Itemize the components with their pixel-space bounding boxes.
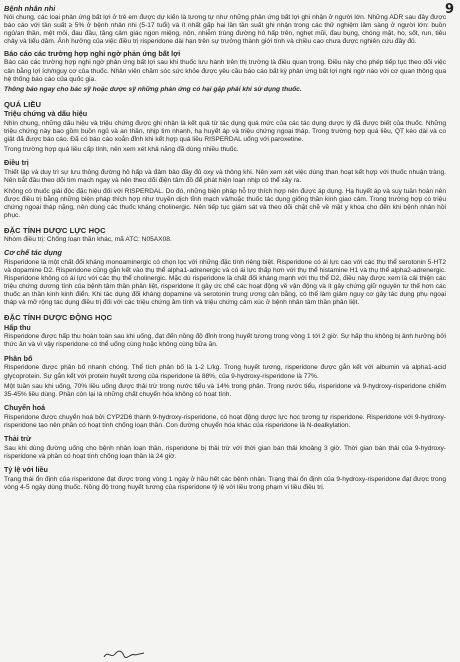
absorption-heading: Hấp thu xyxy=(4,322,31,332)
mechanism-paragraph: Risperidone là một chất đối kháng monoaminergic có chọn lọc với những đặc tính riêng biệt. Risperidone có ái lực cao với các thụ thể serotonin 5-HT2 và dopamine D2. Risperidone cũng gắn kết vào thụ thể alpha1-adrenergic và có ái lực thấp hơn với thụ thể histamine H1 và thụ thể alpha2-adrenergic. Risperidone không có ái lực với các thụ thể cholinergic. Mặc dù risperidone là chất đối kháng mạnh với thụ thể D2, điều này được xem là cải thiện các triệu chứng dương tính của bệnh tâm thần phân liệt, risperidone ít gây ức chế các hoạt động về vận động và ít gây chứng giữ nguyên tư thế hơn các thuốc an thần kinh kinh điển. Khi tác dụng đối kháng dopamine và serotonin trung ương cân bằng, có thể làm giảm nguy cơ gây tác dụng phụ ngoại tháp và mở rộng tác dụng điều trị đối với các triệu chứng âm tính và triệu chứng cảm xúc ở bệnh nhân tâm thần phân liệt. xyxy=(4,258,446,307)
symptoms-heading: Triệu chứng và dấu hiệu xyxy=(4,109,88,119)
distribution-heading: Phân bố xyxy=(4,353,33,363)
distribution-paragraph-2: Một tuần sau khi uống, 70% liều uống được thải trừ trong nước tiểu và 14% trong phân. Trong nước tiểu, risperidone và 9-hydroxy-risperidone chiếm 35-45% liều dùng. Phần còn lại là những chất chuyển hóa không có hoạt tính. xyxy=(4,382,446,398)
document-page xyxy=(4,4,446,494)
metabolism-paragraph: Risperidone được chuyển hoá bởi CYP2D6 thành 9-hydroxy-risperidone, có hoạt động dược lực học tương tự risperidone. Risperidone với 9-hydroxy-risperidone tạo nên phần có hoạt tính chống loạn thần. Con đường chuyển hóa khác của risperidone là N-dealkylation. xyxy=(4,413,446,429)
absorption-paragraph: Risperidone được hấp thu hoàn toàn sau khi uống, đạt đến nồng độ đỉnh trong huyết tương trong vòng 1 tới 2 giờ. Sự hấp thu không bị ảnh hưởng bởi thức ăn và vì vậy risperidone có thể uống cùng hoặc không cùng bữa ăn. xyxy=(4,333,446,349)
page-number: 9 xyxy=(444,2,454,17)
adverse-report-heading: Báo cáo các trường hợp nghi ngờ phản ứng bất lợi xyxy=(4,48,181,58)
pediatric-heading: Bệnh nhân nhi xyxy=(4,4,56,13)
symptoms-paragraph-1: Nhìn chung, những dấu hiệu và triệu chứng được ghi nhận là kết quả từ tác dụng quá mức của các tác dụng dược lý đã được biết của thuốc. Những triệu chứng này bao gồm buồn ngủ và an thần, nhịp tim nhanh, hạ huyết áp và triệu chứng ngoại tháp. Trong trường hợp quá liều, QT kéo dài và co giật đã được báo cáo. Đã có báo cáo xoắn đỉnh khi kết hợp quá liều RISPERDAL uống với paroxetine. xyxy=(4,120,446,144)
linearity-paragraph: Trạng thái ổn định của risperidone đạt được trong vòng 1 ngày ở hầu hết các bệnh nhân. Trạng thái ổn định của 9-hydroxy-risperidone đạt được trong vòng 4-5 ngày dùng thuốc. Nồng độ trong huyết tương của risperidone tỷ lệ với liều trong phạm vi liều điều trị. xyxy=(4,475,446,492)
pharmacokinetics-heading: ĐẶC TÍNH DƯỢC ĐỘNG HỌC xyxy=(4,313,113,323)
linearity-heading: Tỷ lệ với liều xyxy=(4,465,48,475)
pediatric-paragraph: Nói chung, các loại phản ứng bất lợi ở trẻ em được dự kiến là tương tự như những phản ứng bất lợi ghi nhận ở người lớn. Những ADR sau đây được báo cáo với tần suất ≥ 5% ở bệnh nhân nhi (5-17 tuổi) và ít nhất gấp hai lần tần suất ghi nhận trong các thử nghiệm lâm sàng ở người lớn: buồn ngủ/an thần, mệt mỏi, đau đầu, tăng cảm giác ngon miệng, nôn, nhiễm trùng đường hô hấp trên, nghẹt mũi, đau bụng, chóng mặt, ho, sốt, run, tiêu chảy và tiểu dầm. Ảnh hưởng của việc điều trị risperidone dài hạn trên sự trưởng thành giới tính và chiều cao chưa được nghiên cứu đầy đủ. xyxy=(4,14,446,46)
adverse-report-paragraph: Báo cáo các trường hợp nghi ngờ phản ứng bất lợi sau khi thuốc lưu hành trên thị trường là điều quan trọng. Điều này cho phép tiếp tục theo dõi việc cân bằng lợi ích/nguy cơ của thuốc. Nhân viên chăm sóc sức khỏe được yêu cầu báo cáo bất kỳ phản ứng bất lợi nghi ngờ nào với cơ quan thông qua hệ thống báo cáo của quốc gia. xyxy=(4,59,446,83)
treatment-heading: Điều trị xyxy=(4,158,29,168)
pharmacotherapeutic-group: Nhóm điều trị: Chống loạn thần khác, mã ATC: N05AX08. xyxy=(4,236,172,244)
mechanism-heading: Cơ chế tác dụng xyxy=(4,248,62,258)
treatment-paragraph-1: Thiết lập và duy trì sự lưu thông đường hô hấp và đảm bảo đầy đủ oxy và thông khí. Nên xem xét việc dùng than hoạt kết hợp với thuốc nhuận tràng. Nên bắt đầu theo dõi tim mạch ngay và nên theo dõi điện tâm đồ để phát hiện loạn nhịp có thể xảy ra. xyxy=(4,169,446,185)
metabolism-heading: Chuyển hoá xyxy=(4,402,46,412)
symptoms-paragraph-2: Trong trường hợp quá liều cấp tính, nên xem xét khả năng đã dùng nhiều thuốc. xyxy=(4,146,239,154)
handwritten-signature xyxy=(102,648,146,660)
elimination-paragraph: Sau khi dùng đường uống cho bệnh nhân loạn thần, risperidone bị thải trừ với thời gian bán thải khoảng 3 giờ. Thời gian bán thải của 9-hydroxy-risperidone và phần có hoạt tính chống loạn thần là 24 giờ. xyxy=(4,444,446,460)
elimination-heading: Thải trừ xyxy=(4,433,32,443)
treatment-paragraph-2: Không có thuốc giải độc đặc hiệu đối với RISPERDAL. Do đó, những biện pháp hỗ trợ thích hợp nên được áp dụng. Hạ huyết áp và suy tuần hoàn nên được điều trị bằng những biện pháp thích hợp như truyền dịch tĩnh mạch và/hoặc thuốc tác dụng giống thần kinh giao cảm. Trong trường hợp có triệu chứng ngoại tháp nặng, nên dùng các thuốc kháng cholinergic. Nên tiếp tục giám sát và theo dõi chặt chẽ về mặt y khoa cho đến khi bệnh nhân hồi phục. xyxy=(4,187,446,219)
pharmacodynamics-heading: ĐẶC TÍNH DƯỢC LỰC HỌC xyxy=(4,225,106,235)
overdose-heading: QUÁ LIỀU xyxy=(4,99,42,109)
adverse-report-note: Thông báo ngay cho bác sỹ hoặc dược sỹ những phản ứng có hại gặp phải khi sử dụng thuốc. xyxy=(4,85,302,93)
distribution-paragraph-1: Risperidone được phân bố nhanh chóng. Thể tích phân bố là 1-2 L/kg. Trong huyết tương, risperidone được gắn kết với albumin và alpha1-acid glycoprotein. Sự gắn kết với protein huyết tương của risperidone là 88%, của 9-hydroxy-risperidone là 77%. xyxy=(4,364,446,380)
